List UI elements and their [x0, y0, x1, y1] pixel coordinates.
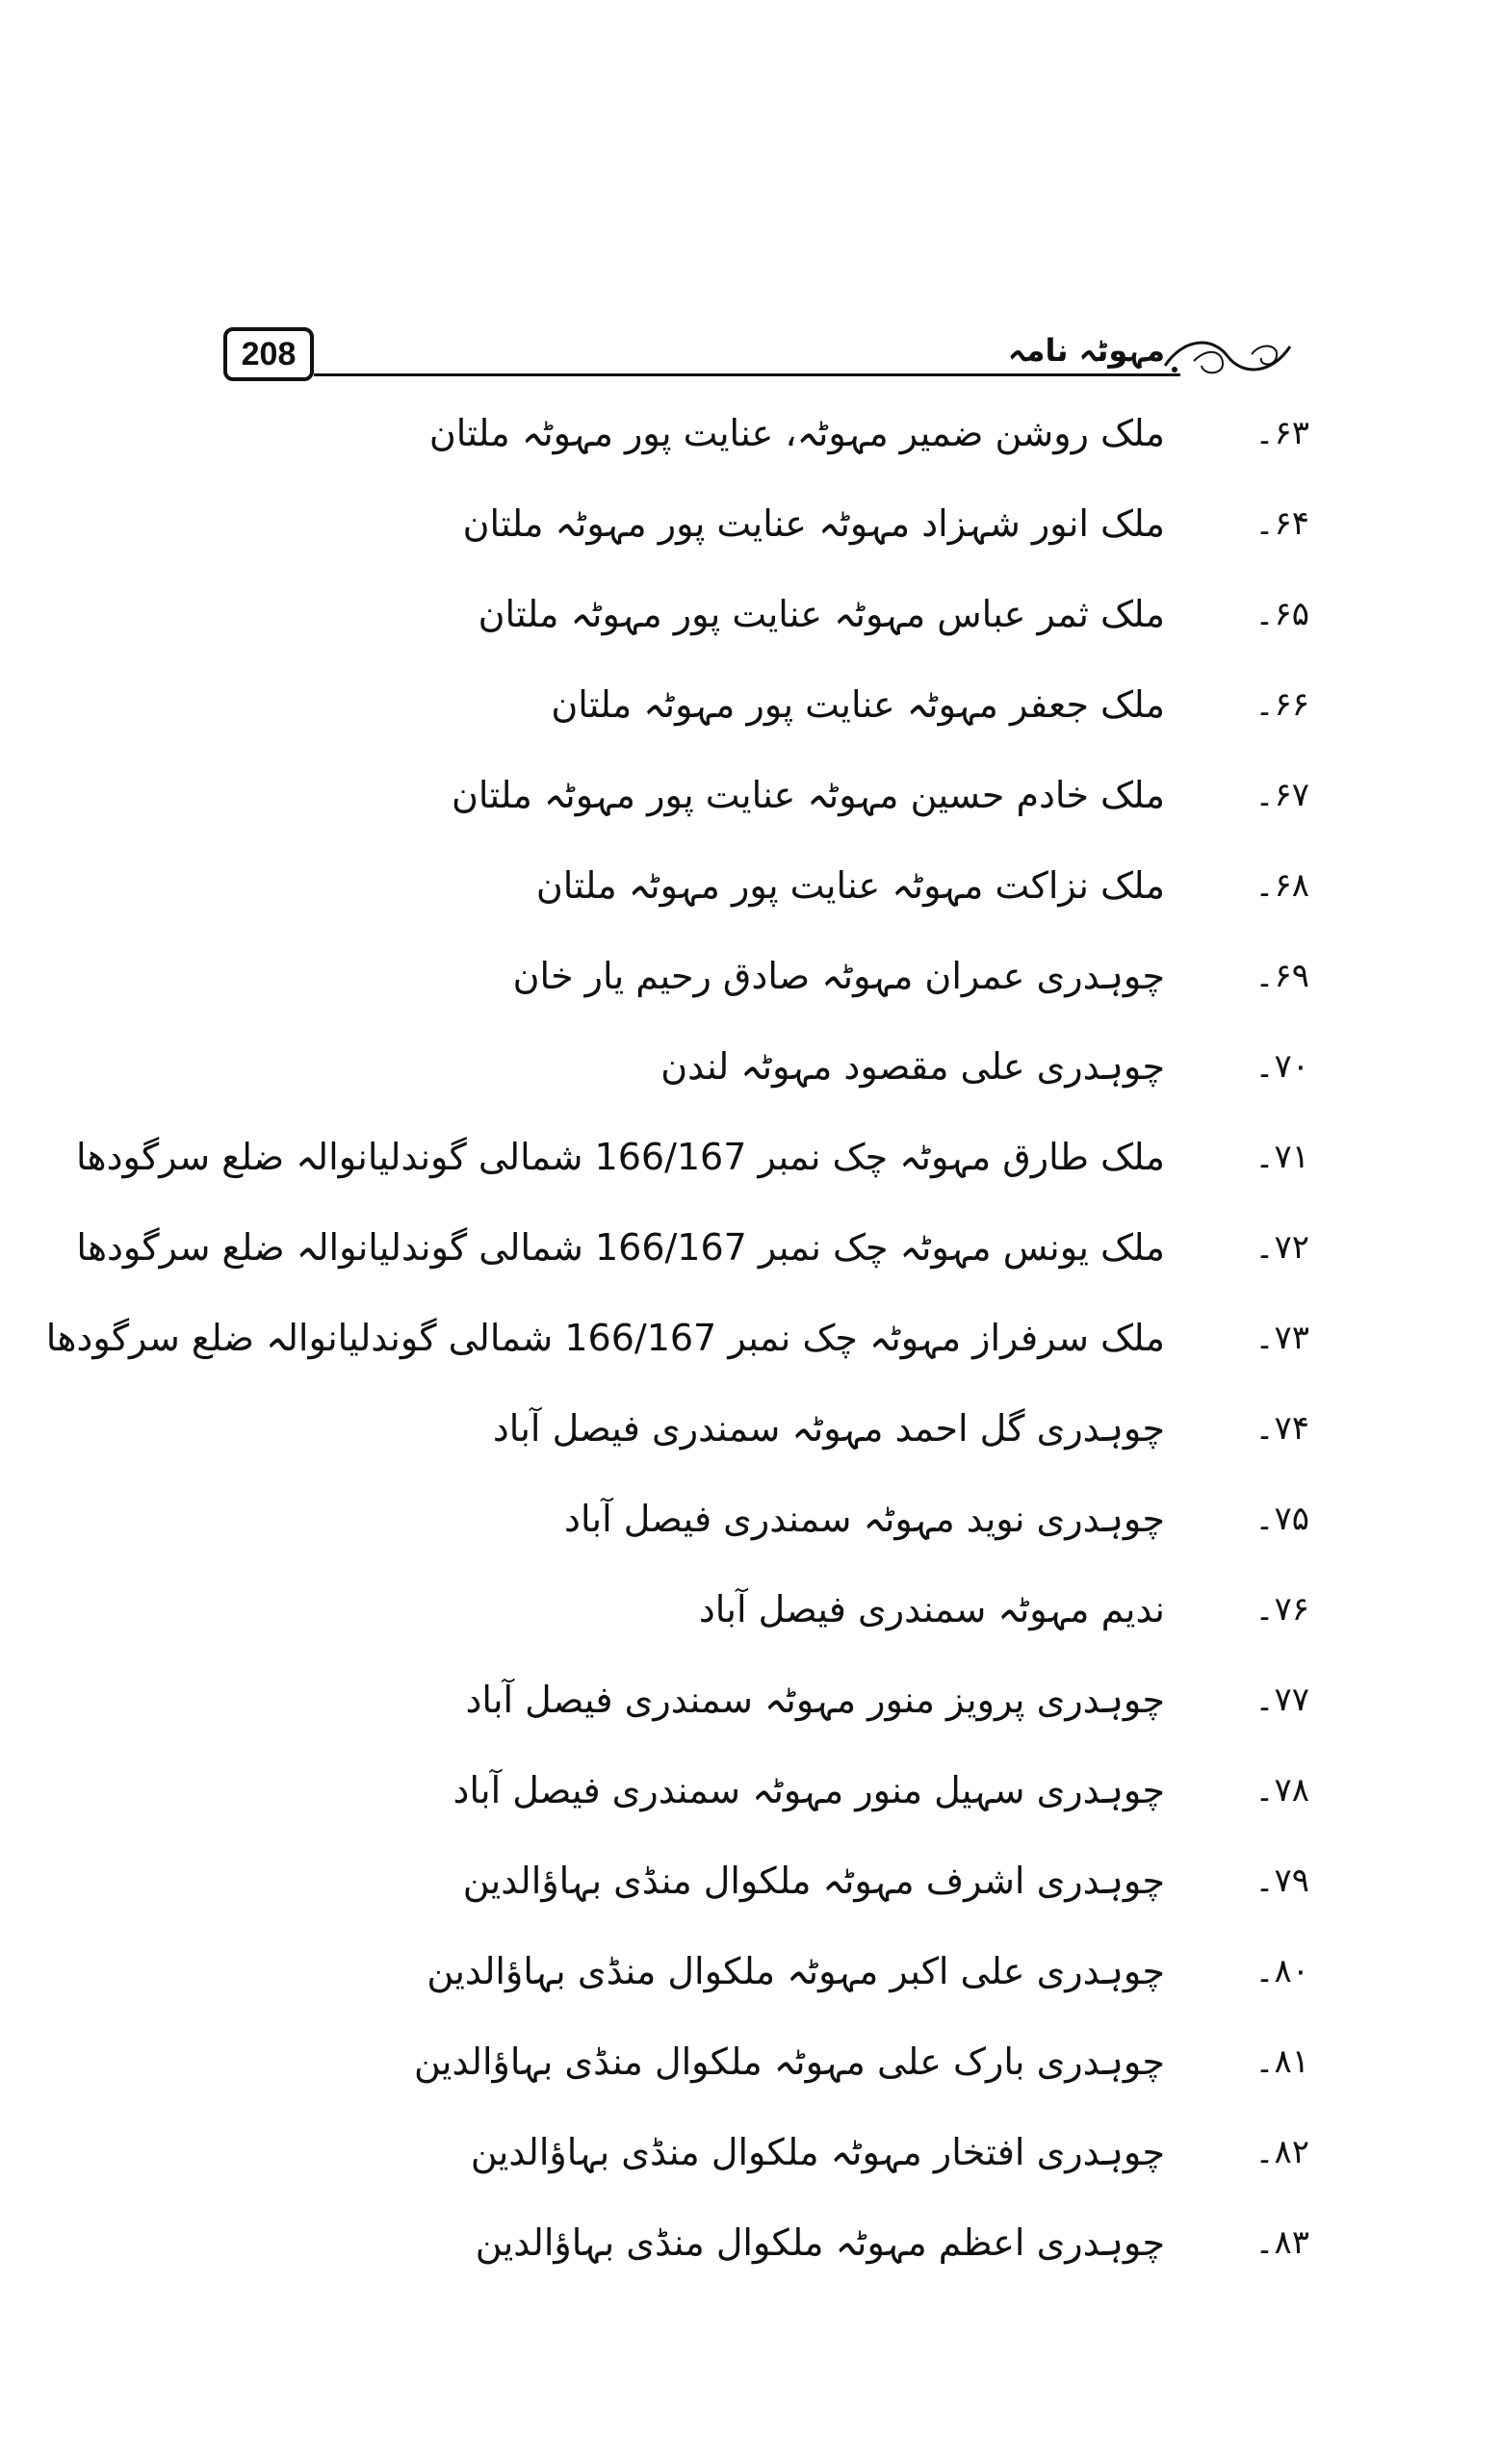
list-item	[289, 1392, 1309, 1482]
list-item	[289, 668, 1309, 758]
entry-number: ۶۹۔	[1254, 957, 1309, 995]
entry-text: چوہدری بارک علی مہوٹہ ملکوال منڈی بہاؤالدین	[413, 2040, 1165, 2083]
entry-number: ۸۲۔	[1254, 2133, 1309, 2171]
list-item	[76, 1211, 1309, 1301]
entry-text: ملک روشن ضمیر مہوٹہ، عنایت پور مہوٹہ ملتان	[428, 412, 1165, 454]
list-item	[45, 1301, 1309, 1392]
entry-text: چوہدری علی مقصود مہوٹہ لندن	[660, 1045, 1165, 1088]
entry-number: ۷۰۔	[1254, 1047, 1309, 1086]
entry-number: ۶۷۔	[1254, 776, 1309, 814]
list-item	[289, 1844, 1309, 1935]
entry-number: ۶۳۔	[1254, 414, 1309, 452]
entry-number: ۸۱۔	[1254, 2042, 1309, 2081]
entry-text: چوہدری عمران مہوٹہ صادق رحیم یار خان	[512, 955, 1165, 997]
list-item	[289, 849, 1309, 939]
list-item	[289, 2206, 1309, 2297]
entry-text: ملک یونس مہوٹہ چک نمبر 166/167 شمالی گوندلیانوالہ ضلع سرگودھا	[76, 1226, 1165, 1269]
entry-number: ۷۷۔	[1254, 1681, 1309, 1719]
entry-number: ۶۶۔	[1254, 685, 1309, 724]
entry-text: ملک جعفر مہوٹہ عنایت پور مہوٹہ ملتان	[551, 683, 1165, 726]
page-number: 208	[223, 327, 314, 381]
list-item	[289, 1935, 1309, 2025]
list-item	[289, 1573, 1309, 1663]
entry-text: چوہدری اشرف مہوٹہ ملکوال منڈی بہاؤالدین	[462, 1860, 1165, 1902]
entry-number: ۶۵۔	[1254, 595, 1309, 633]
entry-text: ملک خادم حسین مہوٹہ عنایت پور مہوٹہ ملتان	[451, 774, 1165, 816]
entry-number: ۷۳۔	[1254, 1319, 1309, 1357]
list-item	[289, 397, 1309, 487]
entry-number: ۷۵۔	[1254, 1500, 1309, 1538]
entry-text: چوہدری اعظم مہوٹہ ملکوال منڈی بہاؤالدین	[475, 2221, 1165, 2264]
entry-text: ملک ثمر عباس مہوٹہ عنایت پور مہوٹہ ملتان	[478, 593, 1165, 635]
entry-text: ملک نزاکت مہوٹہ عنایت پور مہوٹہ ملتان	[535, 864, 1165, 907]
entry-number: ۸۳۔	[1254, 2223, 1309, 2262]
entry-text: ملک انور شہزاد مہوٹہ عنایت پور مہوٹہ ملتان	[462, 502, 1165, 545]
page-header-title: مہوٹہ نامہ	[1007, 332, 1165, 369]
entry-text: ملک سرفراز مہوٹہ چک نمبر 166/167 شمالی گوندلیانوالہ ضلع سرگودھا	[45, 1317, 1165, 1359]
entry-number: ۷۶۔	[1254, 1590, 1309, 1629]
entry-number: ۷۲۔	[1254, 1228, 1309, 1267]
entry-number: ۷۸۔	[1254, 1771, 1309, 1810]
header-rule	[314, 373, 1180, 376]
list-item	[289, 1754, 1309, 1844]
list-item	[75, 1120, 1309, 1211]
entry-text: ملک طارق مہوٹہ چک نمبر 166/167 شمالی گوندلیانوالہ ضلع سرگودھا	[75, 1136, 1165, 1178]
list-item	[289, 2025, 1309, 2116]
header-ornament-icon	[1155, 327, 1300, 385]
list-item	[289, 487, 1309, 578]
entry-text: چوہدری گل احمد مہوٹہ سمندری فیصل آباد	[492, 1407, 1165, 1450]
list-item	[289, 1030, 1309, 1120]
entry-text: چوہدری علی اکبر مہوٹہ ملکوال منڈی بہاؤالدین	[427, 1950, 1165, 1992]
entry-text: ندیم مہوٹہ سمندری فیصل آباد	[698, 1588, 1165, 1630]
list-item	[289, 578, 1309, 668]
list-item	[289, 939, 1309, 1030]
entries-list	[45, 397, 1309, 2297]
entry-text: چوہدری نوید مہوٹہ سمندری فیصل آباد	[564, 1498, 1165, 1540]
entry-text: چوہدری سہیل منور مہوٹہ سمندری فیصل آباد	[453, 1769, 1165, 1811]
list-item	[289, 1663, 1309, 1754]
entry-text: چوہدری افتخار مہوٹہ ملکوال منڈی بہاؤالدین	[470, 2131, 1165, 2173]
entry-number: ۸۰۔	[1254, 1952, 1309, 1990]
list-item	[289, 2116, 1309, 2206]
list-item	[289, 758, 1309, 849]
entry-number: ۶۴۔	[1254, 504, 1309, 543]
entry-number: ۶۸۔	[1254, 866, 1309, 905]
entry-number: ۷۴۔	[1254, 1409, 1309, 1448]
entry-number: ۷۱۔	[1254, 1138, 1309, 1176]
list-item	[289, 1482, 1309, 1573]
entry-number: ۷۹۔	[1254, 1861, 1309, 1900]
entry-text: چوہدری پرویز منور مہوٹہ سمندری فیصل آباد	[465, 1679, 1165, 1721]
